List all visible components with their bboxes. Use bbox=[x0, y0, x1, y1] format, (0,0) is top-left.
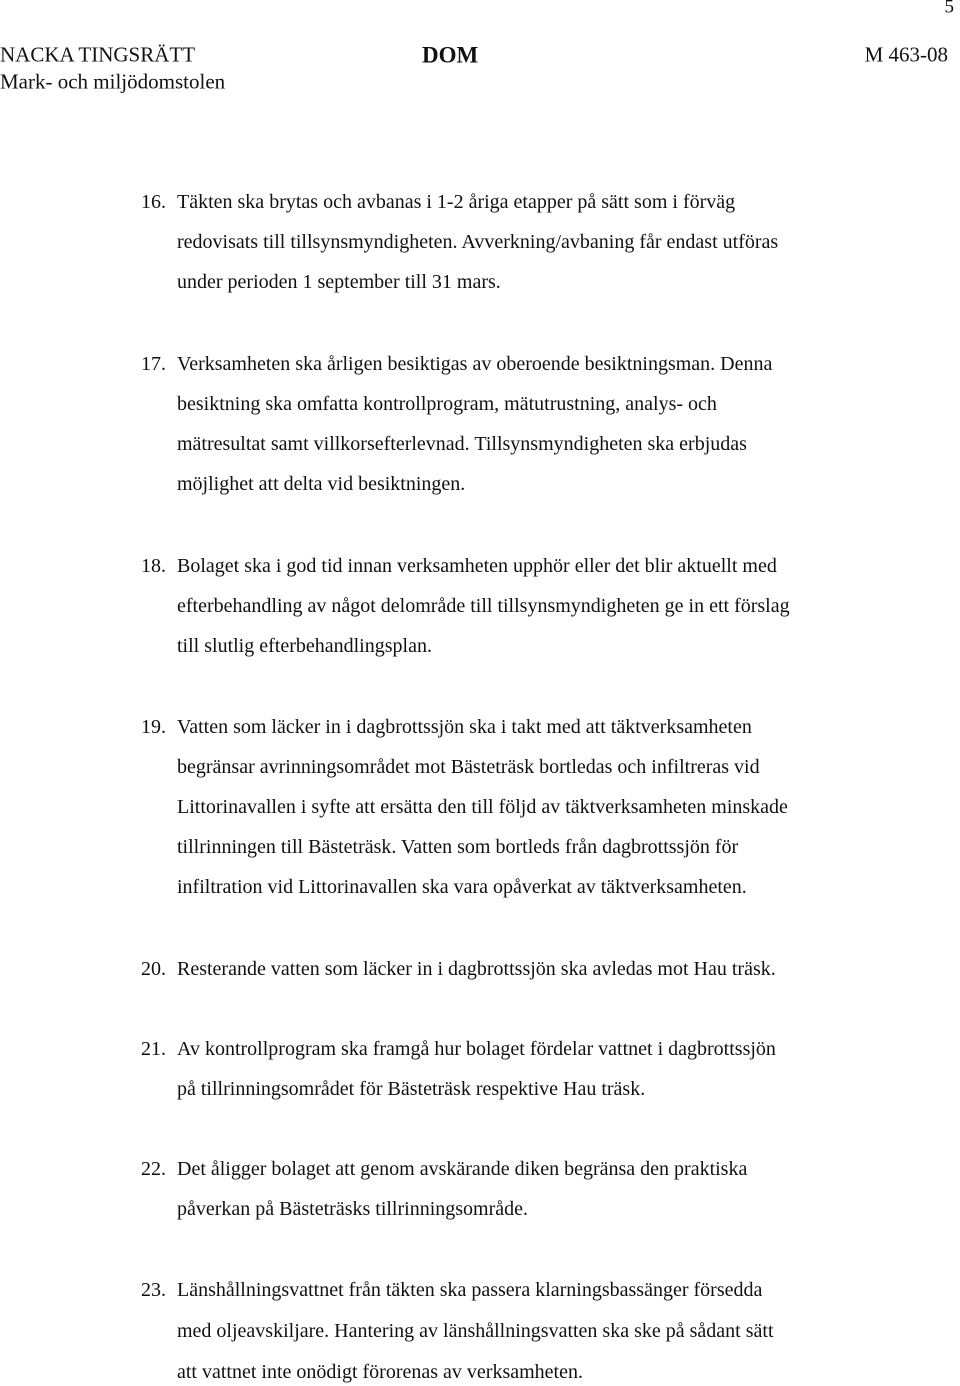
case-number: M 463-08 bbox=[864, 42, 948, 67]
document-type: DOM bbox=[422, 42, 479, 68]
condition-text-line: Det åligger bolaget att genom avskärande diken begränsa den praktiska bbox=[177, 1158, 748, 1180]
court-division: Mark- och miljödomstolen bbox=[0, 69, 226, 94]
condition-number: 22. bbox=[141, 1158, 166, 1180]
condition-text-line: Verksamheten ska årligen besiktigas av oberoende besiktningsman. Denna bbox=[177, 353, 773, 375]
condition-text-line: efterbehandling av något delområde till tillsynsmyndigheten ge in ett förslag bbox=[177, 595, 790, 617]
condition-text-line: Bolaget ska i god tid innan verksamheten upphör eller det blir aktuellt med bbox=[177, 555, 777, 577]
page-number: 5 bbox=[944, 0, 954, 18]
condition-text-line: mätresultat samt villkorsefterlevnad. Tillsynsmyndigheten ska erbjudas bbox=[177, 433, 747, 455]
condition-text-line: att vattnet inte onödigt förorenas av verksamheten. bbox=[177, 1361, 583, 1383]
condition-text-line: begränsar avrinningsområdet mot Bästeträsk bortledas och infiltreras vid bbox=[177, 756, 760, 778]
condition-text-line: besiktning ska omfatta kontrollprogram, mätutrustning, analys- och bbox=[177, 393, 717, 415]
condition-number: 21. bbox=[141, 1038, 166, 1060]
condition-number: 17. bbox=[141, 353, 166, 375]
condition-text-line: infiltration vid Littorinavallen ska vara opåverkat av täktverksamheten. bbox=[177, 876, 747, 898]
condition-number: 20. bbox=[141, 958, 166, 980]
condition-text-line: påverkan på Bästeträsks tillrinningsområde. bbox=[177, 1198, 529, 1220]
condition-text-line: Av kontrollprogram ska framgå hur bolaget fördelar vattnet i dagbrottssjön bbox=[177, 1038, 776, 1060]
condition-number: 18. bbox=[141, 555, 166, 577]
condition-text-line: Vatten som läcker in i dagbrottssjön ska i takt med att täktverksamheten bbox=[177, 716, 752, 738]
condition-text-line: Littorinavallen i syfte att ersätta den till följd av täktverksamheten minskade bbox=[177, 796, 788, 818]
condition-text-line: på tillrinningsområdet för Bästeträsk respektive Hau träsk. bbox=[177, 1078, 646, 1100]
condition-number: 19. bbox=[141, 716, 166, 738]
condition-text-line: under perioden 1 september till 31 mars. bbox=[177, 271, 501, 293]
condition-text-line: med oljeavskiljare. Hantering av länshållningsvatten ska ske på sådant sätt bbox=[177, 1320, 774, 1342]
condition-text-line: Täkten ska brytas och avbanas i 1-2 åriga etapper på sätt som i förväg bbox=[177, 191, 736, 213]
condition-text-line: tillrinningen till Bästeträsk. Vatten som bortleds från dagbrottssjön för bbox=[177, 836, 739, 858]
court-name: NACKA TINGSRÄTT bbox=[0, 42, 196, 67]
condition-text-line: till slutlig efterbehandlingsplan. bbox=[177, 635, 432, 657]
condition-text-line: redovisats till tillsynsmyndigheten. Avverkning/avbaning får endast utföras bbox=[177, 231, 779, 253]
condition-text-line: Resterande vatten som läcker in i dagbrottssjön ska avledas mot Hau träsk. bbox=[177, 958, 776, 980]
condition-text-line: Länshållningsvattnet från täkten ska passera klarningsbassänger försedda bbox=[177, 1279, 763, 1301]
condition-number: 23. bbox=[141, 1279, 166, 1301]
condition-number: 16. bbox=[141, 191, 166, 213]
condition-text-line: möjlighet att delta vid besiktningen. bbox=[177, 473, 466, 495]
